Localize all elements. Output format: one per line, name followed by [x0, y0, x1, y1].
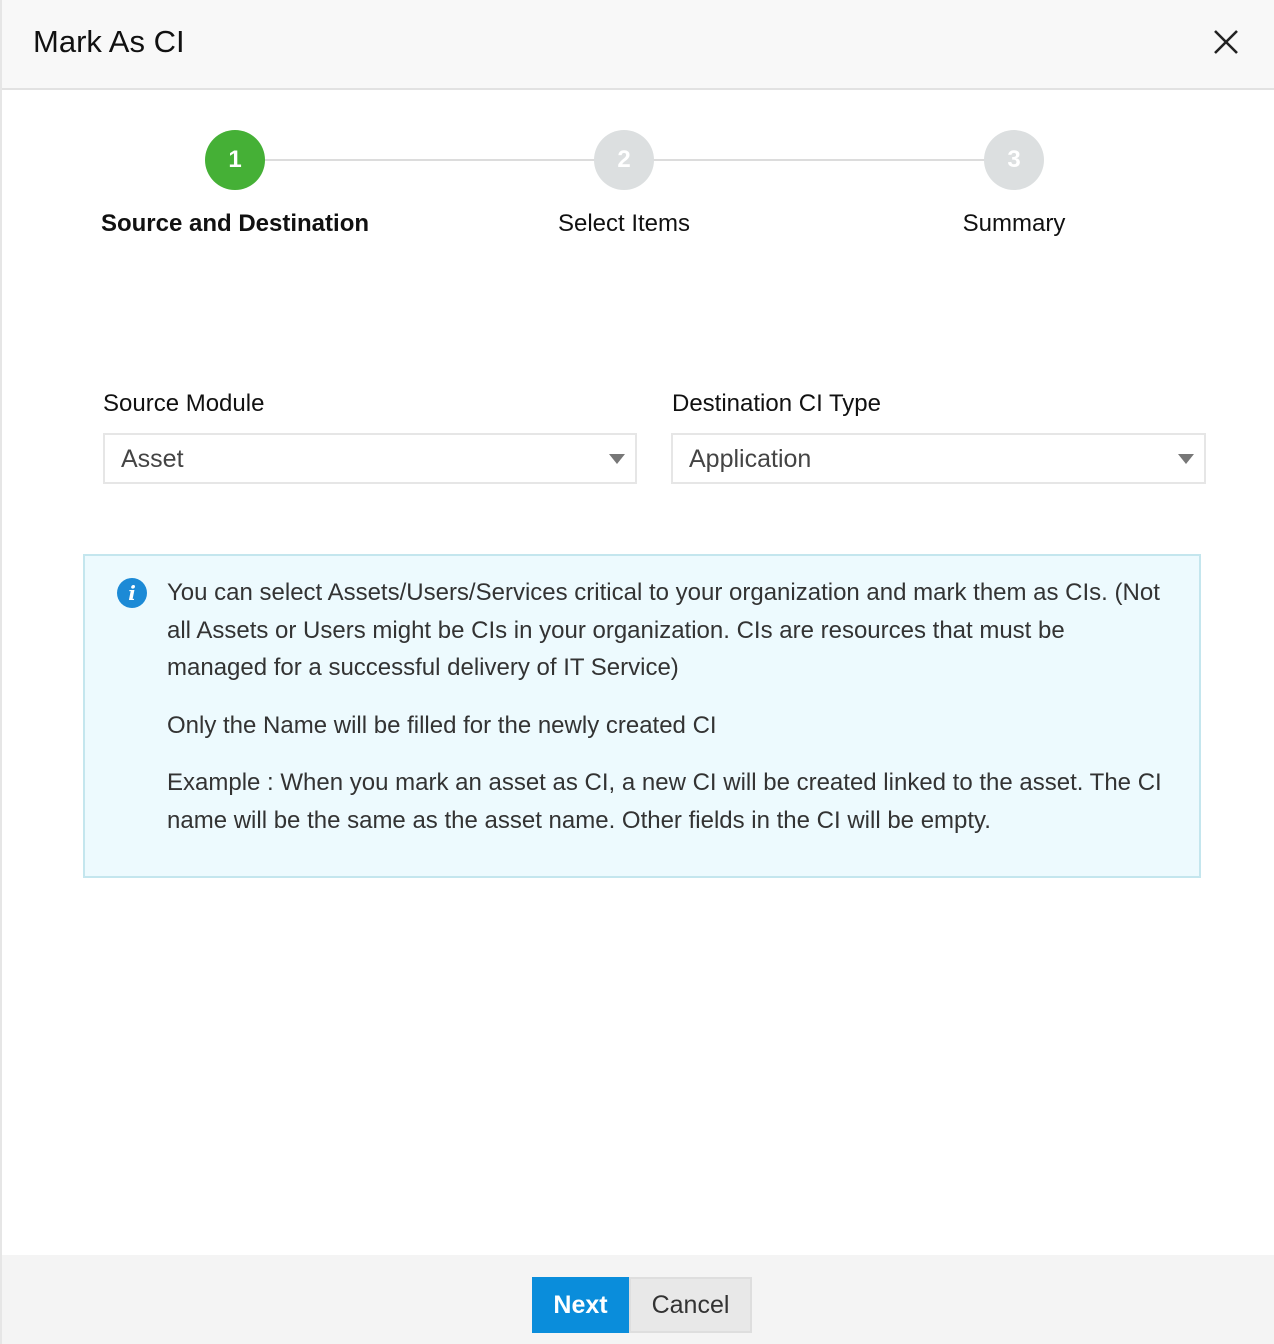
- destination-ci-type-select[interactable]: [671, 433, 1206, 484]
- dialog-header: [2, 0, 1274, 90]
- info-paragraph-1: You can select Assets/Users/Services critical to your organization and mark them as CIs. (Not all Assets or Users might be CIs in your organization. CIs are resources that must be managed for a successful delivery of IT Service): [167, 579, 1160, 681]
- info-paragraph-3: Example : When you mark an asset as CI, a new CI will be created linked to the asset. The CI name will be the same as the asset name. Other fields in the CI will be empty.: [167, 769, 1162, 834]
- info-paragraph-2: Only the Name will be filled for the newly created CI: [167, 712, 717, 739]
- close-icon: [1210, 26, 1242, 58]
- step-1-indicator: 1: [205, 130, 265, 190]
- chevron-down-icon: [1178, 454, 1194, 464]
- source-module-select[interactable]: [103, 433, 637, 484]
- info-icon: i: [117, 578, 147, 608]
- source-module-value: Asset: [121, 445, 184, 473]
- step-1-label: Source and Destination: [100, 210, 370, 237]
- source-module-label: Source Module: [103, 390, 265, 417]
- stepper-connector: [653, 159, 985, 161]
- next-button[interactable]: Next: [532, 1277, 629, 1333]
- stepper-connector: [264, 159, 596, 161]
- step-2-label: Select Items: [557, 210, 691, 237]
- step-3-indicator: 3: [984, 130, 1044, 190]
- chevron-down-icon: [609, 454, 625, 464]
- dialog-title: Mark As CI: [33, 24, 185, 59]
- step-3-label: Summary: [962, 210, 1066, 237]
- destination-ci-type-value: Application: [689, 445, 812, 473]
- close-button[interactable]: [1210, 26, 1242, 58]
- dialog-footer: [2, 1255, 1274, 1344]
- info-box: [83, 554, 1201, 878]
- destination-ci-type-label: Destination CI Type: [672, 390, 882, 417]
- step-2-indicator: 2: [594, 130, 654, 190]
- cancel-button[interactable]: Cancel: [629, 1277, 752, 1333]
